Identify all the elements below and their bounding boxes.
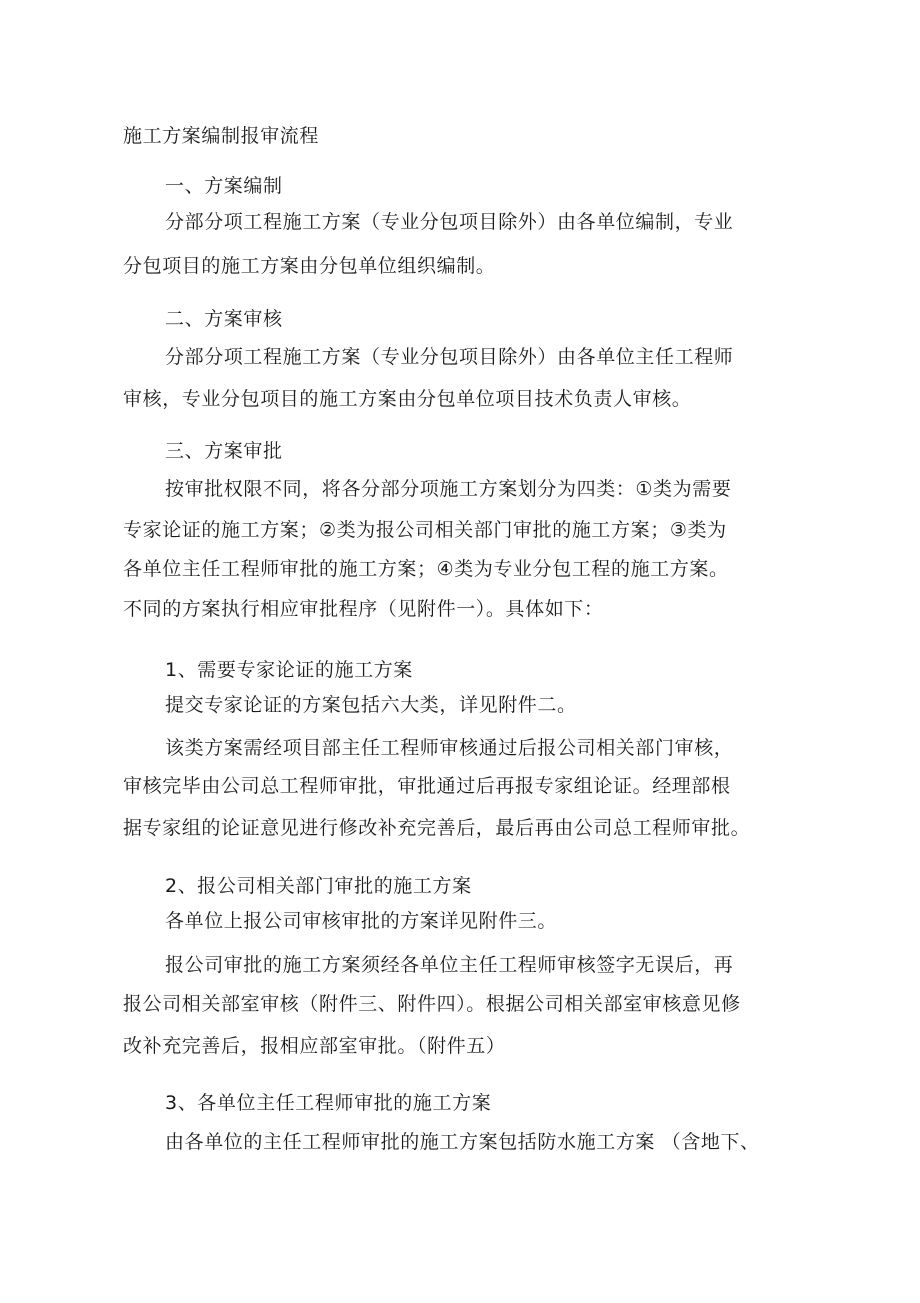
section-heading-compile: 一、方案编制 bbox=[165, 175, 283, 197]
subsection-heading-unit: 3、各单位主任工程师审批的施工方案 bbox=[165, 1092, 492, 1114]
paragraph-line: 分包项目的施工方案由分包单位组织编制。 bbox=[123, 255, 496, 277]
paragraph-line: 按审批权限不同，将各分部分项施工方案划分为四类：①类为需要 bbox=[165, 478, 732, 500]
paragraph-line: 不同的方案执行相应审批程序（见附件一）。具体如下： bbox=[123, 598, 604, 620]
paragraph-line: 各单位主任工程师审批的施工方案；④类为专业分包工程的施工方案。 bbox=[123, 558, 729, 580]
paragraph-line: 各单位上报公司审核审批的方案详见附件三。 bbox=[165, 910, 558, 932]
paragraph-line: 由各单位的主任工程师审批的施工方案包括防水施工方案 （含地下、 bbox=[165, 1131, 760, 1153]
paragraph-line: 审核，专业分包项目的施工方案由分包单位项目技术负责人审核。 bbox=[123, 388, 692, 410]
paragraph-line: 分部分项工程施工方案（专业分包项目除外）由各单位主任工程师 bbox=[165, 346, 734, 368]
paragraph-line: 提交专家论证的方案包括六大类，详见附件二。 bbox=[165, 694, 577, 716]
paragraph-line: 据专家组的论证意见进行修改补充完善后，最后再由公司总工程师审批。 bbox=[123, 817, 751, 839]
paragraph-line: 改补充完善后，报相应部室审批。（附件五） bbox=[123, 1035, 506, 1057]
section-heading-approval: 三、方案审批 bbox=[165, 440, 283, 462]
paragraph-line: 专家论证的施工方案；②类为报公司相关部门审批的施工方案；③类为 bbox=[123, 519, 727, 541]
paragraph-line: 分部分项工程施工方案（专业分包项目除外）由各单位编制，专业 bbox=[165, 211, 734, 233]
paragraph-line: 报公司相关部室审核（附件三、附件四）。根据公司相关部室审核意见修 bbox=[123, 993, 741, 1015]
subsection-heading-company: 2、报公司相关部门审批的施工方案 bbox=[165, 875, 472, 897]
section-heading-review: 二、方案审核 bbox=[165, 308, 283, 330]
paragraph-line: 该类方案需经项目部主任工程师审核通过后报公司相关部门审核， bbox=[165, 737, 734, 759]
document-title: 施工方案编制报审流程 bbox=[123, 125, 320, 147]
paragraph-line: 审核完毕由公司总工程师审批，审批通过后再报专家组论证。经理部根 bbox=[123, 775, 731, 797]
paragraph-line: 报公司审批的施工方案须经各单位主任工程师审核签字无误后，再 bbox=[165, 954, 734, 976]
subsection-heading-expert: 1、需要专家论证的施工方案 bbox=[165, 659, 413, 681]
